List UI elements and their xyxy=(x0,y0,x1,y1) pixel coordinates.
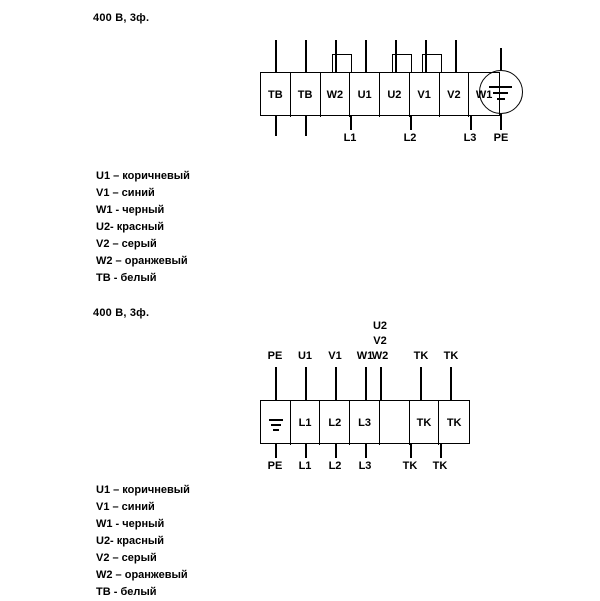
jumper-clip-1 xyxy=(332,54,352,72)
diagram2-legend xyxy=(96,482,190,601)
diagram1-legend xyxy=(96,168,190,287)
terminal-cell: TK xyxy=(446,417,462,429)
bottom-label-tk-2: TK xyxy=(432,460,448,472)
diagram1-voltage-label: 400 В, 3ф. xyxy=(93,12,150,24)
stack-label-u2: U2 xyxy=(372,320,388,332)
stack-label-v2: V2 xyxy=(373,335,387,347)
bottom-wire-l1 xyxy=(350,116,352,130)
earth-ground-icon-bar3 xyxy=(273,429,279,431)
earth-ground-icon-bar3 xyxy=(497,98,505,100)
d2-top-wire-2 xyxy=(305,367,307,400)
d2-bottom-wire-3 xyxy=(335,444,337,458)
top-label-tk-1: TK xyxy=(413,350,429,362)
d2-top-wire-6 xyxy=(420,367,422,400)
top-wire-1 xyxy=(275,40,277,72)
d2-bottom-wire-5 xyxy=(410,444,412,458)
earth-ground-icon-bar2 xyxy=(493,92,508,94)
top-label-tk-2: TK xyxy=(443,350,459,362)
d2-top-wire-1 xyxy=(275,367,277,400)
top-label-w2: W2 xyxy=(371,350,389,362)
terminal-cell: TB xyxy=(291,73,321,117)
legend-item: V2 – серый xyxy=(96,552,157,564)
terminal-cell: V1 xyxy=(410,73,440,117)
phase-label-l3: L3 xyxy=(463,132,477,144)
top-wire-7 xyxy=(455,40,457,72)
top-wire-2 xyxy=(305,40,307,72)
legend-item: W1 - черный xyxy=(96,518,165,530)
legend-item: U2- красный xyxy=(96,535,165,547)
d2-top-wire-7 xyxy=(450,367,452,400)
top-wire-4 xyxy=(365,40,367,72)
top-label-pe: PE xyxy=(267,350,283,362)
phase-label-l2: L2 xyxy=(403,132,417,144)
earth-ground-icon xyxy=(269,419,283,421)
top-label-u1: U1 xyxy=(297,350,313,362)
jumper-clip-2 xyxy=(392,54,412,72)
terminal-cell: L3 xyxy=(350,401,380,445)
terminal-cell: U1 xyxy=(350,73,380,117)
bottom-label-tk-1: TK xyxy=(402,460,418,472)
bottom-wire-2 xyxy=(305,116,307,136)
bottom-label-l2: L2 xyxy=(328,460,342,472)
legend-item: W2 – оранжевый xyxy=(96,569,188,581)
terminal-cell: L1 xyxy=(291,401,321,445)
pe-bottom-wire xyxy=(500,114,502,130)
terminal-cell: TB xyxy=(261,73,291,117)
legend-item: U1 – коричневый xyxy=(96,170,190,182)
top-label-v1: V1 xyxy=(328,350,342,362)
d2-bottom-wire-4 xyxy=(365,444,367,458)
legend-item: V2 – серый xyxy=(96,238,157,250)
terminal-cell-pe xyxy=(261,401,291,445)
terminal-cell: TK xyxy=(410,401,440,445)
terminal-cell: U2 xyxy=(380,73,410,117)
bottom-wire-l2 xyxy=(410,116,412,130)
d2-top-wire-5 xyxy=(380,367,382,400)
legend-item: V1 – синий xyxy=(96,187,155,199)
bottom-label-pe: PE xyxy=(267,460,283,472)
pe-label: PE xyxy=(493,132,509,144)
diagram2-voltage-label: 400 В, 3ф. xyxy=(93,307,150,319)
legend-item: V1 – синий xyxy=(96,501,155,513)
bottom-wire-l3 xyxy=(470,116,472,130)
bottom-label-l3: L3 xyxy=(358,460,372,472)
phase-label-l1: L1 xyxy=(343,132,357,144)
d2-top-wire-3 xyxy=(335,367,337,400)
legend-item: TB - белый xyxy=(96,586,157,598)
legend-item: TB - белый xyxy=(96,272,157,284)
d2-bottom-wire-1 xyxy=(275,444,277,458)
diagram2-terminal-block xyxy=(260,400,470,444)
pe-top-wire xyxy=(500,48,502,70)
terminal-cell: V2 xyxy=(440,73,470,117)
terminal-cell: W2 xyxy=(321,73,351,117)
legend-item: U1 – коричневый xyxy=(96,484,190,496)
legend-item: U2- красный xyxy=(96,221,165,233)
jumper-clip-3 xyxy=(422,54,442,72)
terminal-cell: W1 xyxy=(475,89,493,101)
earth-ground-icon-bar2 xyxy=(271,424,281,426)
terminal-cell: L2 xyxy=(320,401,350,445)
top-label-w1: W1 xyxy=(356,350,374,362)
d2-bottom-wire-2 xyxy=(305,444,307,458)
legend-item: W1 - черный xyxy=(96,204,165,216)
earth-ground-icon xyxy=(489,86,512,88)
terminal-cell xyxy=(380,401,410,445)
d2-top-wire-4 xyxy=(365,367,367,400)
d2-bottom-wire-6 xyxy=(440,444,442,458)
diagram1-terminal-block xyxy=(260,72,500,116)
bottom-label-l1: L1 xyxy=(298,460,312,472)
legend-item: W2 – оранжевый xyxy=(96,255,188,267)
bottom-wire-1 xyxy=(275,116,277,136)
